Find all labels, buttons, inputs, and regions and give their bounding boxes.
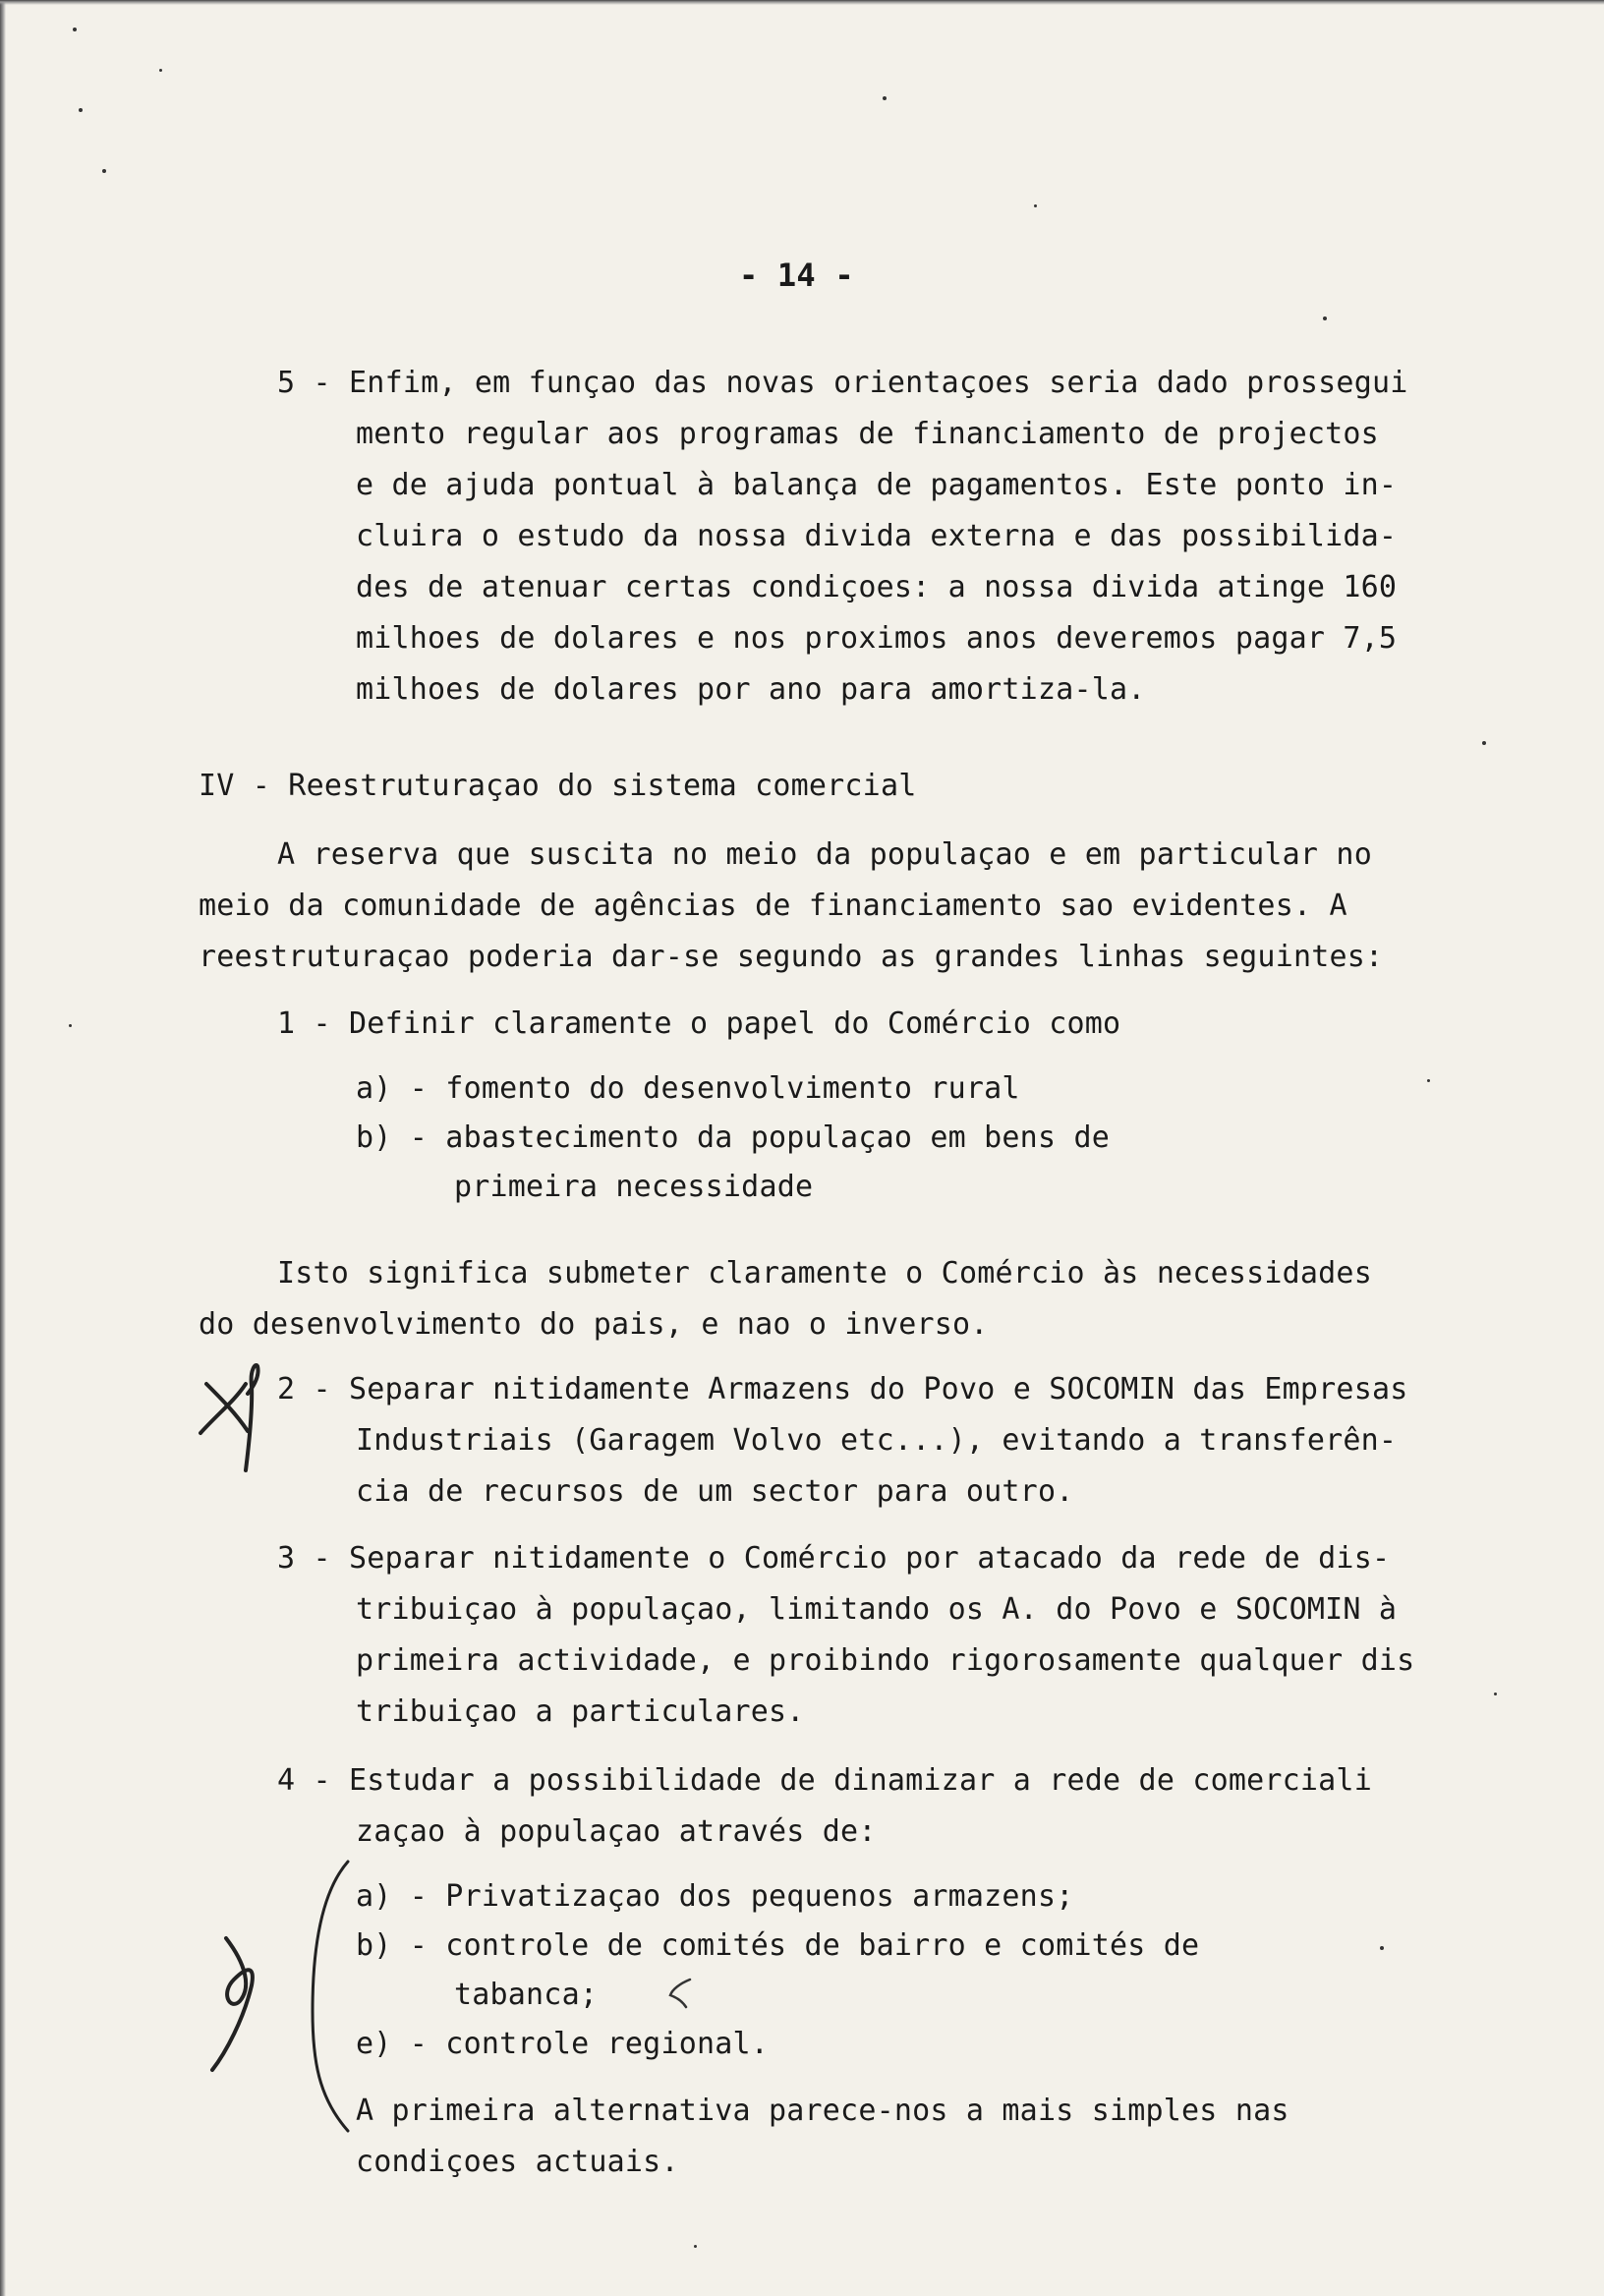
scan-speck	[1323, 316, 1327, 320]
sub-item-b-continued: primeira necessidade	[454, 1170, 814, 1204]
sub-item-c: e) - controle regional.	[356, 2027, 770, 2061]
handwritten-bracket	[291, 1854, 370, 2139]
item-5-text: e de ajuda pontual à balança de pagamentos. Este ponto in-	[356, 468, 1398, 502]
item-5-text: 5 - Enfim, em funçao das novas orientaçoes seria dado prossegui	[277, 366, 1408, 400]
item-2-line: cia de recursos de um sector para outro.	[356, 1474, 1074, 1509]
item-5-text: cluira o estudo da nossa divida externa e das possibilida-	[356, 519, 1398, 553]
item-5-text: milhoes de dolares por ano para amortiza-la.	[356, 672, 1146, 707]
handwritten-tick	[660, 1972, 700, 2011]
scan-edge-top	[0, 0, 1604, 5]
item-3-line: 3 - Separar nitidamente o Comércio por atacado da rede de dis-	[277, 1541, 1391, 1576]
item-4-line: 4 - Estudar a possibilidade de dinamizar a rede de comerciali	[277, 1763, 1372, 1798]
scan-speck	[159, 69, 162, 72]
item-3-line: tribuiçao à populaçao, limitando os A. do Povo e SOCOMIN à	[356, 1592, 1398, 1627]
scan-speck	[73, 28, 77, 31]
item-3-line: primeira actividade, e proibindo rigorosamente qualquer dis	[356, 1643, 1415, 1678]
scan-speck	[694, 2245, 697, 2248]
paragraph-line: reestruturaçao poderia dar-se segundo as grandes linhas seguintes:	[199, 940, 1384, 974]
item-3-line: tribuiçao a particulares.	[356, 1694, 805, 1729]
sub-item-b: b) - abastecimento da populaçao em bens de	[356, 1120, 1110, 1155]
item-2-line: 2 - Separar nitidamente Armazens do Povo e SOCOMIN das Empresas	[277, 1372, 1408, 1406]
item-1-label: 1 - Definir claramente o papel do Comércio como	[277, 1006, 1121, 1041]
conclusion-line: condiçoes actuais.	[356, 2145, 679, 2179]
paragraph-line: Isto significa submeter claramente o Comércio às necessidades	[277, 1256, 1372, 1291]
scan-speck	[883, 96, 887, 100]
item-5-text: milhoes de dolares e nos proximos anos deveremos pagar 7,5	[356, 621, 1398, 656]
scan-edge-left	[0, 0, 6, 2296]
item-5-text: mento regular aos programas de financiamento de projectos	[356, 417, 1379, 451]
sub-item-a: a) - fomento do desenvolvimento rural	[356, 1071, 1020, 1106]
paragraph-line: do desenvolvimento do pais, e nao o inverso.	[199, 1307, 989, 1342]
page-number: - 14 -	[739, 257, 854, 294]
handwritten-mark-item-2	[187, 1354, 295, 1482]
paragraph-line: A reserva que suscita no meio da populaçao e em particular no	[277, 837, 1372, 872]
item-5-text: des de atenuar certas condiçoes: a nossa divida atinge 160	[356, 570, 1398, 604]
scan-speck	[1380, 1946, 1384, 1950]
scan-speck	[79, 108, 83, 112]
sub-item-a: a) - Privatizaçao dos pequenos armazens;	[356, 1879, 1074, 1914]
scan-speck	[1034, 204, 1037, 207]
section-heading: IV - Reestruturaçao do sistema comercial	[199, 769, 917, 803]
sub-item-b: b) - controle de comités de bairro e comités de	[356, 1928, 1200, 1963]
scan-speck	[102, 169, 106, 173]
item-2-line: Industriais (Garagem Volvo etc...), evitando a transferên-	[356, 1423, 1398, 1458]
handwritten-check-mark	[197, 1924, 275, 2082]
sub-item-b-continued: tabanca;	[454, 1978, 599, 2012]
scan-speck	[69, 1024, 72, 1027]
scan-speck	[1482, 741, 1486, 745]
scan-speck	[1494, 1693, 1497, 1695]
paragraph-line: meio da comunidade de agências de financiamento sao evidentes. A	[199, 889, 1347, 923]
item-4-line: zaçao à populaçao através de:	[356, 1814, 877, 1849]
scan-speck	[1427, 1079, 1430, 1082]
conclusion-line: A primeira alternativa parece-nos a mais simples nas	[356, 2094, 1289, 2128]
